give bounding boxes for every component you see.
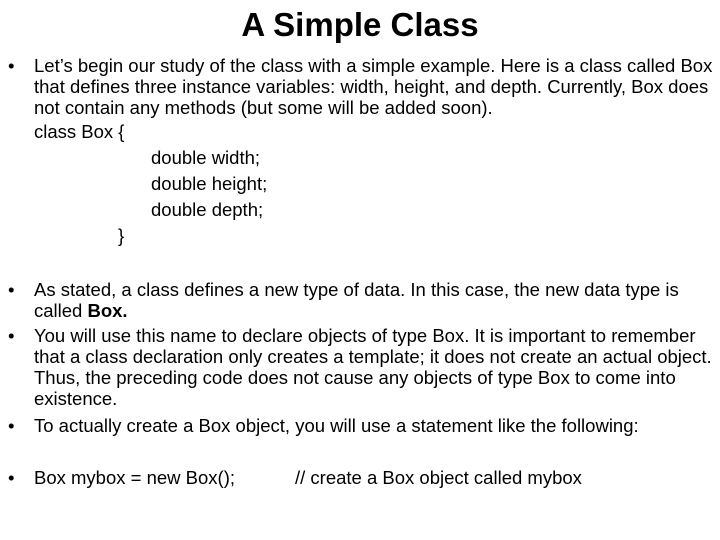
bullet-dot: • (8, 55, 15, 76)
bullet-new-type-bold: Box. (87, 300, 128, 321)
bullet-intro (8, 55, 714, 118)
bullet-new-type-prefix: As stated, a class defines a new type of data. In this case, the new data type is called (34, 279, 679, 321)
code-width-field: double width; (151, 147, 261, 168)
bullet-dot: • (8, 467, 15, 488)
bullet-new-type (8, 279, 714, 321)
bullet-intro-text: Let’s begin our study of the class with a simple example. Here is a class called Box that defines three instance variables: width, height, and depth. Currently, Box does not contain any methods (but some will be added soon). (34, 55, 713, 118)
code-closing-brace: } (118, 225, 125, 246)
bullet-create-object (8, 415, 714, 436)
bullet-statement-code: Box mybox = new Box(); (34, 467, 236, 488)
code-depth-field: double depth; (151, 199, 264, 220)
bullet-declare-objects (8, 325, 714, 409)
bullet-dot: • (8, 325, 15, 346)
code-height-field: double height; (151, 173, 268, 194)
bullet-dot: • (8, 415, 15, 436)
bullet-declare-objects-text: You will use this name to declare objects of type Box. It is important to remember that a class declaration only creates a template; it does not create an actual object. Thus, the preceding code does not cause any objects of type Box to come into existence. (34, 325, 712, 409)
bullet-new-type-text (34, 279, 714, 321)
bullet-dot: • (8, 279, 15, 300)
bullet-statement-comment: // create a Box object called mybox (295, 467, 582, 488)
slide-title: A Simple Class (241, 6, 479, 43)
bullet-create-object-text: To actually create a Box object, you will use a statement like the following: (34, 415, 639, 436)
code-class-declaration: class Box { (34, 121, 125, 142)
